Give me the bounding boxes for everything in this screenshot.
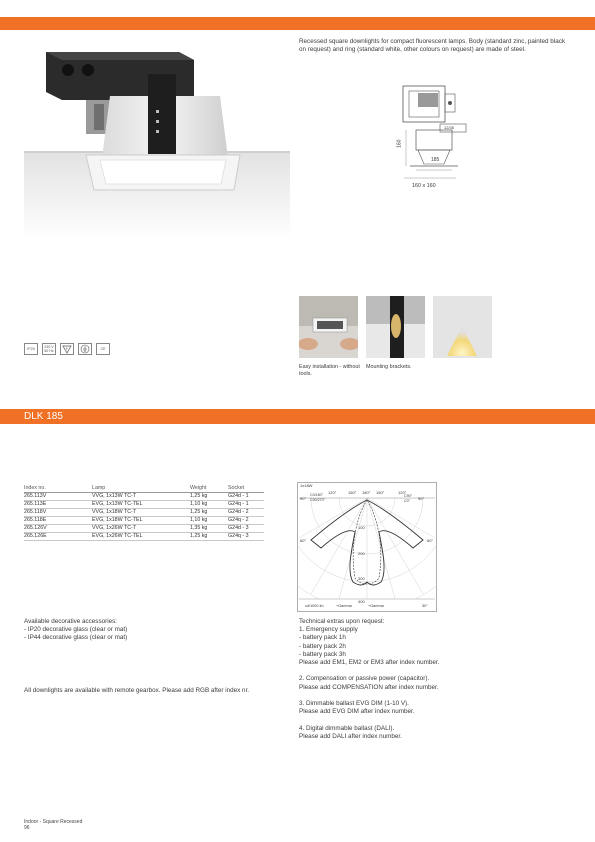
extras-line: Please add EM1, EM2 or EM3 after index number. (299, 659, 440, 667)
polar-left-label: 90° (300, 496, 307, 501)
table-cell: 265.126V (24, 524, 92, 532)
gearbox-note: All downlights are available with remote gearbox. Please add RGB after index nr. (24, 687, 250, 694)
product-photo (24, 38, 290, 240)
header-bar (0, 17, 595, 30)
table-cell: 1,25 kg (190, 492, 228, 500)
extras-spacer (299, 692, 571, 700)
table-cell: G24q - 1 (228, 500, 264, 508)
product-title-bar (0, 409, 595, 424)
table-cell: G24q - 2 (228, 516, 264, 524)
table-header-cell: Lamp (92, 484, 190, 492)
photo-light-beam (433, 296, 492, 358)
technical-extras (299, 618, 571, 741)
extras-title: Technical extras upon request: (299, 618, 385, 625)
index-table (24, 484, 264, 541)
table-cell: 265.126E (24, 532, 92, 540)
accessories-title: Available decorative accessories: (24, 618, 117, 625)
polar-left-label: C90/270° (310, 498, 326, 502)
footer-section: Indoor - Square Recessed (24, 819, 83, 825)
extras-spacer (299, 716, 571, 724)
table-cell: EVG, 1x13W TC-TEL (92, 500, 190, 508)
polar-ring-label: 100 (358, 525, 365, 530)
extras-line: - battery pack 1h (299, 634, 346, 642)
polar-ring-label: 200 (358, 551, 365, 556)
extras-line: - battery pack 2h (299, 642, 346, 650)
table-cell: VVG, 1x18W TC-T (92, 508, 190, 516)
table-cell: 1,25 kg (190, 532, 228, 540)
table-cell: 1,25 kg (190, 508, 228, 516)
table-row (24, 516, 264, 524)
polar-angle-top: 150° (376, 490, 385, 495)
table-cell: G24d - 3 (228, 524, 264, 532)
product-name: DLK 185 (24, 411, 63, 422)
table-cell: 1,35 kg (190, 524, 228, 532)
table-cell: EVG, 1x26W TC-TEL (92, 532, 190, 540)
polar-angle-top: 120° (328, 490, 337, 495)
table-cell: 265.113E (24, 500, 92, 508)
table-cell: G24d - 1 (228, 492, 264, 500)
extras-line: 4. Digital dimmable ballast (DALI). (299, 724, 395, 732)
polar-ring-label: 300 (358, 576, 365, 581)
table-cell: 265.118E (24, 516, 92, 524)
table-row (24, 524, 264, 532)
ground-icon (78, 343, 92, 355)
polar-right-label: C90° (404, 494, 413, 498)
polar-lamp-label: 1x18W (300, 483, 313, 488)
table-cell: G24d - 2 (228, 508, 264, 516)
voltage-icon: 230 V 50 Hz (42, 343, 56, 355)
ce-icon: CE (96, 343, 110, 355)
table-cell: G24q - 3 (228, 532, 264, 540)
page-number: 96 (24, 825, 30, 831)
photo-mounting-brackets (366, 296, 425, 358)
table-header-cell: Weight (190, 484, 228, 492)
polar-left-label: C0/180° (310, 493, 324, 497)
product-description: Recessed square downlights for compact fluorescent lamps. Body (standard zinc, painted black on request) and ring (standard white, other colours on request) are made of steel. (299, 38, 566, 54)
polar-footer-label: 30° (422, 604, 428, 608)
polar-angle-top: 120° (398, 490, 407, 495)
table-cell: 1,10 kg (190, 500, 228, 508)
table-header-cell: Index no. (24, 484, 92, 492)
technical-drawing (396, 84, 478, 196)
extras-line: 2. Compensation or passive power (capacitor). (299, 675, 430, 683)
extras-line: Please add EVG DIM after index number. (299, 708, 415, 716)
table-cell: EVG, 1x18W TC-TEL (92, 516, 190, 524)
polar-footer-label: +Gamma (368, 604, 384, 608)
photo-installation (299, 296, 358, 358)
polar-ring-label: 400 (358, 599, 365, 604)
extras-line: Please add COMPENSATION after index number. (299, 683, 439, 691)
extras-line: - battery pack 3h (299, 650, 346, 658)
polar-side-angle: 60° (427, 538, 434, 543)
extras-line: Please add DALI after index number. (299, 732, 402, 740)
dimension-cutout: 160 x 160 (412, 183, 436, 189)
table-cell: 265.118V (24, 508, 92, 516)
accessory-item: - IP20 decorative glass (clear or mat) (24, 626, 128, 634)
table-row (24, 508, 264, 516)
table-row (24, 500, 264, 508)
caption-mounting-brackets: Mounting brackets. (366, 364, 412, 370)
dimension-small-label: 12/35 (444, 125, 455, 130)
table-cell: 265.113V (24, 492, 92, 500)
table-row (24, 492, 264, 500)
table-row (24, 532, 264, 540)
polar-angle-top: 150° (348, 490, 357, 495)
polar-footer-label: cd/1000 lm (305, 604, 324, 608)
polar-side-angle: 60° (300, 538, 307, 543)
dimension-height: 160 (396, 139, 403, 148)
extras-spacer (299, 667, 571, 675)
extras-line: 1. Emergency supply (299, 626, 358, 634)
accessory-item: - IP44 decorative glass (clear or mat) (24, 634, 128, 642)
table-cell: VVG, 1x26W TC-T (92, 524, 190, 532)
svg-text:F: F (65, 346, 69, 351)
polar-right-label: 90° (418, 496, 425, 501)
table-cell: 1,10 kg (190, 516, 228, 524)
table-header-cell: Socket (228, 484, 264, 492)
extras-line: 3. Dimmable ballast EVG DIM (1-10 V). (299, 700, 409, 707)
dimension-width: 185 (431, 157, 440, 163)
accessories-block (24, 618, 274, 643)
f-mark-icon (60, 343, 74, 355)
caption-installation: Easy installation - without tools. (299, 364, 360, 377)
table-header-row (24, 484, 264, 492)
polar-footer-label: +Gamma (336, 604, 352, 608)
polar-angle-top: 180° (362, 490, 371, 495)
ip-rating-icon: IP20 (24, 343, 38, 355)
table-cell: VVG, 1x13W TC-T (92, 492, 190, 500)
polar-right-label: C0° (404, 499, 411, 503)
